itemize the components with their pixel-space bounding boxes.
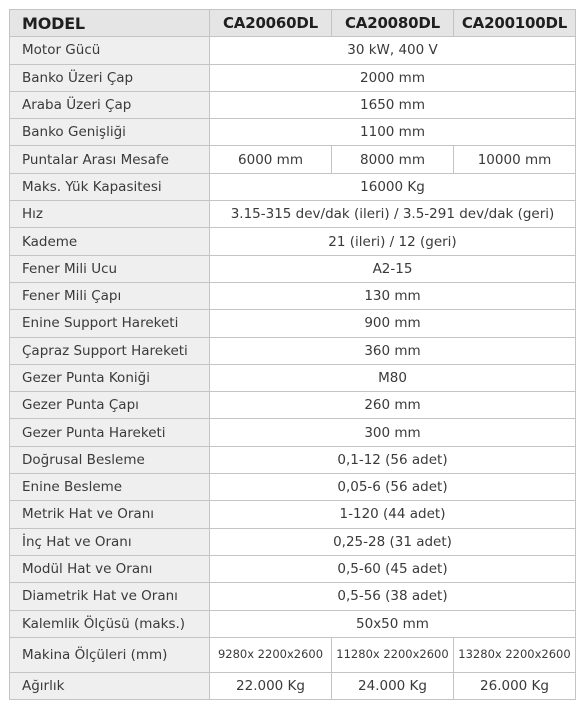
row-label: Puntalar Arası Mesafe [10, 146, 210, 173]
row-value: 260 mm [210, 392, 576, 419]
table-row [10, 201, 576, 228]
row-value: 0,1-12 (56 adet) [210, 446, 576, 473]
table-row [10, 583, 576, 610]
row-value: 16000 Kg [210, 173, 576, 200]
table-row [10, 364, 576, 391]
row-value: 0,5-56 (38 adet) [210, 583, 576, 610]
spec-table [9, 9, 576, 700]
table-row [10, 610, 576, 637]
row-label: Gezer Punta Hareketi [10, 419, 210, 446]
row-value-ca20060dl: 9280x 2200x2600 [210, 637, 332, 672]
table-row [10, 255, 576, 282]
table-row [10, 146, 576, 173]
row-label: Metrik Hat ve Oranı [10, 501, 210, 528]
table-row [10, 64, 576, 91]
row-value: M80 [210, 364, 576, 391]
row-label: Fener Mili Çapı [10, 282, 210, 309]
table-row [10, 173, 576, 200]
row-label: Kalemlik Ölçüsü (maks.) [10, 610, 210, 637]
row-value-ca20060dl: 22.000 Kg [210, 672, 332, 699]
table-row [10, 310, 576, 337]
row-label: Banko Üzeri Çap [10, 64, 210, 91]
model-header: MODEL [10, 10, 210, 37]
table-row [10, 119, 576, 146]
table-row [10, 419, 576, 446]
table-row [10, 637, 576, 672]
row-label: Motor Gücü [10, 37, 210, 64]
row-value: 50x50 mm [210, 610, 576, 637]
row-value: 1100 mm [210, 119, 576, 146]
table-row [10, 672, 576, 699]
row-value-ca200100dl: 13280x 2200x2600 [454, 637, 576, 672]
model-ca20060dl: CA20060DL [210, 10, 332, 37]
row-value-ca20080dl: 11280x 2200x2600 [332, 637, 454, 672]
row-value: 1-120 (44 adet) [210, 501, 576, 528]
row-value-ca200100dl: 10000 mm [454, 146, 576, 173]
row-value-ca20060dl: 6000 mm [210, 146, 332, 173]
table-row [10, 446, 576, 473]
table-row [10, 228, 576, 255]
table-row [10, 474, 576, 501]
table-row [10, 91, 576, 118]
row-value: 130 mm [210, 282, 576, 309]
row-label: Çapraz Support Hareketi [10, 337, 210, 364]
model-ca200100dl: CA200100DL [454, 10, 576, 37]
row-value: 2000 mm [210, 64, 576, 91]
table-row [10, 501, 576, 528]
row-value: A2-15 [210, 255, 576, 282]
row-label: Enine Besleme [10, 474, 210, 501]
row-label: Kademe [10, 228, 210, 255]
row-value: 30 kW, 400 V [210, 37, 576, 64]
row-label: Araba Üzeri Çap [10, 91, 210, 118]
header-row [10, 10, 576, 37]
row-value: 300 mm [210, 419, 576, 446]
row-value: 0,5-60 (45 adet) [210, 555, 576, 582]
row-label: Doğrusal Besleme [10, 446, 210, 473]
table-row [10, 37, 576, 64]
row-label: Makina Ölçüleri (mm) [10, 637, 210, 672]
row-label: Maks. Yük Kapasitesi [10, 173, 210, 200]
row-value: 900 mm [210, 310, 576, 337]
row-value: 3.15-315 dev/dak (ileri) / 3.5-291 dev/dak (geri) [210, 201, 576, 228]
row-label: Modül Hat ve Oranı [10, 555, 210, 582]
row-label: Banko Genişliği [10, 119, 210, 146]
row-value-ca20080dl: 24.000 Kg [332, 672, 454, 699]
row-value-ca200100dl: 26.000 Kg [454, 672, 576, 699]
table-row [10, 555, 576, 582]
row-value: 21 (ileri) / 12 (geri) [210, 228, 576, 255]
row-label: Diametrik Hat ve Oranı [10, 583, 210, 610]
table-row [10, 282, 576, 309]
row-value: 1650 mm [210, 91, 576, 118]
table-row [10, 337, 576, 364]
row-value: 0,25-28 (31 adet) [210, 528, 576, 555]
row-value: 0,05-6 (56 adet) [210, 474, 576, 501]
row-label: Fener Mili Ucu [10, 255, 210, 282]
row-value-ca20080dl: 8000 mm [332, 146, 454, 173]
table-row [10, 528, 576, 555]
table-row [10, 392, 576, 419]
row-label: İnç Hat ve Oranı [10, 528, 210, 555]
model-ca20080dl: CA20080DL [332, 10, 454, 37]
row-label: Gezer Punta Çapı [10, 392, 210, 419]
row-label: Gezer Punta Koniği [10, 364, 210, 391]
row-label: Ağırlık [10, 672, 210, 699]
row-value: 360 mm [210, 337, 576, 364]
row-label: Hız [10, 201, 210, 228]
row-label: Enine Support Hareketi [10, 310, 210, 337]
